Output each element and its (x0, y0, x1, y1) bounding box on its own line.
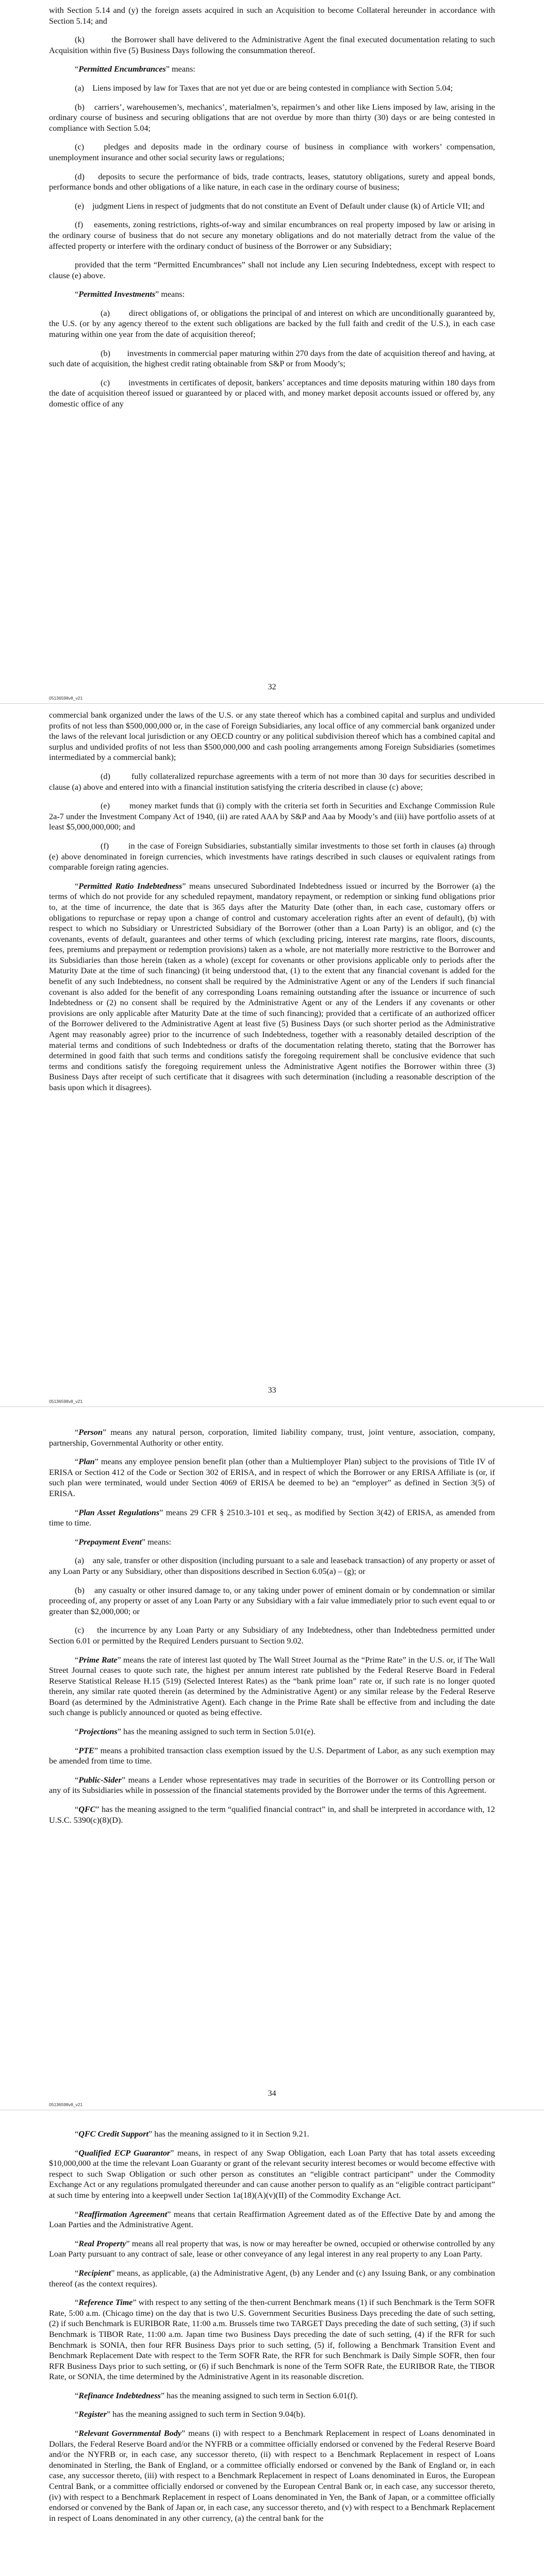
body-paragraph (49, 201, 495, 212)
defined-term: Permitted Ratio Indebtedness (78, 881, 183, 891)
body-paragraph (49, 841, 495, 873)
paragraph-text: with Section 5.14 and (y) the foreign assets acquired in such an Acquisition to become Collateral hereunder in accordance with Section 5.14; and (49, 6, 495, 26)
definition-paragraph: “Plan” means any employee pension benefit plan (other than a Multiemployer Plan) subject to the provisions of Title IV of ERISA or Section 412 of the Code or Section 302 of ERISA, and in respect of which the Borrower or any ERISA Affiliate is (or, if such plan were terminated, would under Section 4069 of ERISA be deemed to be) an “employer” as defined in Section 3(5) of ERISA. (49, 1457, 495, 1498)
defined-term: Refinance Indebtedness (78, 2391, 161, 2400)
body-paragraph (49, 1625, 495, 1646)
body-paragraph (49, 378, 495, 410)
definition-text: ” means any natural person, corporation, limited liability company, trust, joint venture, association, company, partnership, Governmental Authority or other entity. (49, 1428, 495, 1448)
defined-term: Permitted Investments (78, 290, 156, 299)
definition-paragraph: “Plan Asset Regulations” means 29 CFR § 2510.3-101 et seq., as modified by Section 3(42) of ERISA, as amended from time to time. (49, 1507, 495, 1528)
page-separator (0, 1406, 544, 1407)
paragraph-text: (k) the Borrower shall have delivered to the Administrative Agent the final executed documentation relating to such Acquisition within five (5) Business Days following the consummation thereof. (49, 35, 495, 55)
definition-paragraph: “Projections” has the meaning assigned to such term in Section 5.01(e). (75, 1727, 316, 1737)
body-paragraph (49, 83, 495, 94)
definition-text: ” means, as applicable, (a) the Administrative Agent, (b) any Lender and (c) any Issuing Bank, or any combination thereof (as the context requires). (49, 2268, 495, 2289)
defined-term: Prepayment Event (78, 1537, 142, 1547)
defined-term: Prime Rate (78, 1655, 118, 1665)
paragraph-text: provided that the term “Permitted Encumbrances” shall not include any Lien securing Indebtedness, except with respect to clause (e) above. (49, 260, 495, 280)
body-paragraph (49, 1585, 495, 1617)
page-number: 33 (268, 1386, 276, 1395)
definition-paragraph: “Permitted Ratio Indebtedness” means unsecured Subordinated Indebtedness issued or incurred by the Borrower (a) the terms of which do not provide for any scheduled repayment, mandatory repayment, or redemption or sinking fund obligations prior to, at the time of incurrence, the date that is 365 days after the Maturity Date (other than, in each case, customary offers or obligations to repurchase or repay upon a change of control and customary acceleration rights after an event of default), (b) with respect to which no Subsidiary or Unrestricted Subsidiary of the Borrower (other than a Loan Party) is an obligor, and (c) the covenants, events of default, guarantees and other terms of which (excluding pricing, interest rate margins, rate floors, discounts, fees, premiums and prepayment or redemption provisions) taken as a whole, are not materially more restrictive to the Borrower and its Subsidiaries than those herein (taken as a whole) (except for covenants or other provisions applicable only to periods after the Maturity Date at the time of such financing) (it being understood that, (1) to the extent that any financial covenant is added for the benefit of any such Indebtedness, no consent shall be required by the Administrative Agent or any of the Lenders if such financial covenant is also added for the benefit of any corresponding Loans remaining outstanding after the issuance or incurrence of such Indebtedness or (2) no consent shall be required by the Administrative Agent or any of the Lenders if any covenants or other provisions are only applicable after Maturity Date at the time of such financing); provided that a certificate of an authorized officer of the Borrower delivered to the Administrative Agent at least five (5) Business Days (or such shorter period as the Administrative Agent may reasonably agree) prior to the incurrence of such Indebtedness, together with a reasonably detailed description of the material terms and conditions of such Indebtedness or drafts of the documentation relating thereto, stating that the Borrower has determined in good faith that such terms and conditions satisfy the foregoing requirement shall be conclusive evidence that such terms and conditions satisfy the foregoing requirement unless the Administrative Agent notifies the Borrower within three (3) Business Days after receipt of such certificate that it disagrees with such determination (including a reasonable description of the basis upon which it disagrees). (49, 881, 496, 1092)
definition-text: ” has the meaning assigned to such term in Section 9.04(b). (107, 2410, 305, 2419)
definition-paragraph: “Qualified ECP Guarantor” means, in respect of any Swap Obligation, each Loan Party that has total assets exceeding $10,000,000 at the time the relevant Loan Guaranty or grant of the relevant security interest becomes or would become effective with respect to such Swap Obligation or such other person as constitutes an “eligible contract participant” under the Commodity Exchange Act or any regulations promulgated thereunder and can cause another person to qualify as an “eligible contract participant” at such time by entering into a keepwell under Section 1a(18)(A)(v)(II) of the Commodity Exchange Act. (49, 2148, 495, 2200)
definition-text: ” means the rate of interest last quoted by The Wall Street Journal as the “Prime Rate” in the U.S. or, if The Wall Street Journal ceases to quote such rate, the highest per annum interest rate published by the Federal Reserve Board in Federal Reserve Statistical Release H.15 (519) (Selected Interest Rates) as the “bank prime loan” rate or, if such rate is no longer quoted therein, any similar rate quoted therein (as determined by the Administrative Agent) or any similar release by the Federal Reserve Board (as determined by the Administrative Agent). Each change in the Prime Rate shall be effective from and including the date such change is publicly announced or quoted as being effective. (49, 1655, 495, 1718)
paragraph-text: (a) direct obligations of, or obligations the principal of and interest on which are unconditionally guaranteed by, the U.S. (or by any agency thereof to the extent such obligations are backed by the full faith and credit of the U.S.), in each case maturing within one year from the date of acquisition thereof; (49, 308, 495, 340)
definition-text: ” has the meaning assigned to the term “qualified financial contract” in, and shall be interpreted in accordance with, 12 U.S.C. 5390(c)(8)(D). (49, 1805, 495, 1825)
definition-text: ” means all real property that was, is now or may hereafter be owned, occupied or otherwise controlled by any Loan Party pursuant to any contract of sale, lease or other conveyance of any legal interest in any real property to any Loan Party. (49, 2239, 495, 2259)
paragraph-text: (c) pledges and deposits made in the ordinary course of business in compliance with workers’ compensation, unemployment insurance and other social security laws or regulations; (49, 142, 495, 162)
defined-term: Plan Asset Regulations (78, 1507, 160, 1517)
defined-term: Plan (78, 1457, 95, 1467)
defined-term: Relevant Governmental Body (78, 2429, 182, 2438)
definition-paragraph: “Relevant Governmental Body” means (i) with respect to a Benchmark Replacement in respect of Loans denominated in Dollars, the Federal Reserve Board and/or the NYFRB or a committee officially endorsed or convened by the Federal Reserve Board and/or the NYFRB or, in each case, any successor thereto, (ii) with respect to a Benchmark Replacement in respect of Loans denominated in Sterling, the Bank of England, or a committee officially endorsed or convened by the Bank of England or, in each case, any successor thereto, (iii) with respect to a Benchmark Replacement in respect of Loans denominated in Euros, the European Central Bank, or a committee officially endorsed or convened by the European Central Bank or, in each case, any successor thereto, (iv) with respect to a Benchmark Replacement in respect of Loans denominated in Yen, the Bank of Japan, or a committee officially endorsed or convened by the Bank of Japan or, in each case, any successor thereto, and (v) with respect to a Benchmark Replacement in respect of Loans denominated in any other currency, (a) the central bank for the (49, 2429, 495, 2523)
definition-paragraph: “Real Property” means all real property that was, is now or may hereafter be owned, occupied or otherwise controlled by any Loan Party pursuant to any contract of sale, lease or other conveyance of any legal interest in any real property to any Loan Party. (49, 2239, 495, 2259)
body-paragraph (49, 102, 495, 134)
definition-text: ” with respect to any setting of the then-current Benchmark means (1) if such Benchmark is the Term SOFR Rate, 5:00 a.m. (Chicago time) on the day that is two U.S. Government Securities Business Days preceding the date of such setting, (2) if such Benchmark is EURIBOR Rate, 11:00 a.m. Brussels time two TARGET Days preceding the date of such setting, (3) if such Benchmark is TIBOR Rate, 11:00 a.m. Japan time two Business Days preceding the date of such setting, (4) if the RFR for such Benchmark is SONIA, then four RFR Business Days prior to such setting, (5) if, following a Benchmark Transition Event and Benchmark Replacement Date with respect to the Term SOFR Rate, the RFR for such Benchmark is Daily Simple SOFR, then four RFR Business Days prior to such setting, or (6) if such Benchmark is none of the Term SOFR Rate, the EURIBOR Rate, the TIBOR Rate, or SONIA, the time determined by the Administrative Agent in its reasonable discretion. (49, 2298, 495, 2382)
document-page-34 (0, 1422, 544, 1834)
paragraph-text: (e) judgment Liens in respect of judgments that do not constitute an Event of Default under clause (k) of Article VII; and (75, 201, 485, 211)
body-paragraph (49, 5, 495, 26)
paragraph-text: (d) fully collateralized repurchase agreements with a term of not more than 30 days for securities described in clause (a) above and entered into with a financial institution satisfying the criteria described in clause (c) above; (49, 771, 495, 792)
body-paragraph (49, 771, 495, 792)
definition-paragraph: “Prepayment Event” means: (75, 1537, 172, 1547)
definition-paragraph: “PTE” means a prohibited transaction class exemption issued by the U.S. Department of Labor, as any such exemption may be amended from time to time. (49, 1745, 495, 1766)
defined-term: Qualified ECP Guarantor (78, 2148, 171, 2158)
definition-text: ” means: (155, 290, 185, 299)
document-id: 05136598v8_v21 (49, 1399, 83, 1404)
document-id: 05136598v8_v21 (49, 2102, 83, 2107)
defined-term: QFC (78, 1805, 96, 1815)
page-separator (0, 703, 544, 704)
definition-text: ” means unsecured Subordinated Indebtedness issued or incurred by the Borrower (a) the terms of which do not provide for any scheduled repayment, mandatory repayment, or redemption or sinking fund obligations prior to, at the time of incurrence, the date that is 365 days after the Maturity Date (other than, in each case, customary offers or obligations to repurchase or repay upon a change of control and customary acceleration rights after an event of default), (b) with respect to which no Subsidiary or Unrestricted Subsidiary of the Borrower (other than a Loan Party) is an obligor, and (c) the covenants, events of default, guarantees and other terms of which (excluding pricing, interest rate margins, rate floors, discounts, fees, premiums and prepayment or redemption provisions) taken as a whole, are not materially more restrictive to the Borrower and its Subsidiaries than those herein (taken as a whole) (except for covenants or other provisions applicable only to periods after the Maturity Date at the time of such financing) (it being understood that, (1) to the extent that any financial covenant is added for the benefit of any such Indebtedness, no consent shall be required by the Administrative Agent or any of the Lenders if such financial covenant is also added for the benefit of any corresponding Loans remaining outstanding after the issuance or incurrence of such Indebtedness or (2) no consent shall be required by the Administrative Agent or any of the Lenders if any covenants or other provisions are only applicable after Maturity Date at the time of such financing); provided that a certificate of an authorized officer of the Borrower delivered to the Administrative Agent at least five (5) Business Days (or such shorter period as the Administrative Agent may reasonably agree) prior to the incurrence of such Indebtedness, together with a reasonably detailed description of the material terms and conditions of such Indebtedness or drafts of the documentation relating thereto, stating that the Borrower has determined in good faith that such terms and conditions satisfy the foregoing requirement shall be conclusive evidence that such terms and conditions satisfy the foregoing requirement unless the Administrative Agent notifies the Borrower within three (3) Business Days after receipt of such certificate that it disagrees with such determination (including a reasonable description of the basis upon which it disagrees). (49, 881, 496, 1092)
definition-paragraph: “QFC” has the meaning assigned to the term “qualified financial contract” in, and shall be interpreted in accordance with, 12 U.S.C. 5390(c)(8)(D). (49, 1805, 495, 1825)
paragraph-text: (a) any sale, transfer or other disposition (including pursuant to a sale and leaseback transaction) of any property or asset of any Loan Party or any Subsidiary, other than dispositions described in Section 6.05(a) – (g); or (49, 1556, 495, 1576)
definition-text: ” means: (166, 64, 195, 74)
paragraph-text: (b) investments in commercial paper maturing within 270 days from the date of acquisition thereof and having, at such date of acquisition, the highest credit rating obtainable from S&P or from Moody’s; (49, 348, 495, 369)
defined-term: QFC Credit Support (78, 2129, 149, 2139)
page-number: 34 (268, 2089, 276, 2098)
defined-term: Recipient (78, 2268, 111, 2278)
document-page-32 (0, 0, 544, 418)
body-paragraph (49, 348, 495, 369)
defined-term: Reference Time (78, 2298, 133, 2308)
paragraph-text: (a) Liens imposed by law for Taxes that are not yet due or are being contested in compliance with Section 5.04; (75, 83, 453, 93)
body-paragraph (49, 801, 495, 833)
paragraph-text: (e) money market funds that (i) comply with the criteria set forth in Securities and Exchange Commission Rule 2a-7 under the Investment Company Act of 1940, (ii) are rated AAA by S&P and Aaa by Moody’s and (iii) have portfolio assets of at least $5,000,000,000; and (49, 801, 495, 832)
definition-paragraph: “Person” means any natural person, corporation, limited liability company, trust, joint venture, association, company, partnership, Governmental Authority or other entity. (49, 1428, 495, 1448)
body-paragraph (49, 172, 495, 193)
body-paragraph (49, 710, 495, 763)
definition-text: ” means, in respect of any Swap Obligation, each Loan Party that has total assets exceeding $10,000,000 at the time the relevant Loan Guaranty or grant of the relevant security interest becomes or would become effective with respect to such Swap Obligation or such other person as constitutes an “eligible contract participant” under the Commodity Exchange Act or any regulations promulgated thereunder and can cause another person to qualify as an “eligible contract participant” at such time by entering into a keepwell under Section 1a(18)(A)(v)(II) of the Commodity Exchange Act. (49, 2148, 495, 2200)
definition-text: ” means 29 CFR § 2510.3-101 et seq., as modified by Section 3(42) of ERISA, as amended from time to time. (49, 1507, 495, 1528)
defined-term: Public-Sider (78, 1775, 122, 1785)
definition-text: ” has the meaning assigned to such term in Section 5.01(e). (117, 1727, 316, 1737)
body-paragraph (49, 35, 495, 56)
definition-text: ” has the meaning assigned to such term in Section 6.01(f). (160, 2391, 358, 2400)
definition-paragraph: “Permitted Encumbrances” means: (75, 64, 195, 74)
body-paragraph (49, 219, 495, 251)
paragraph-text: (b) carriers’, warehousemen’s, mechanics’, materialmen’s, repairmen’s and other like Liens imposed by law, arising in the ordinary course of business and securing obligations that are not overdue by more than thirty (30) days or are being contested in compliance with Section 5.04; (49, 102, 495, 133)
page-body (49, 5, 495, 410)
paragraph-text: (d) deposits to secure the performance of bids, trade contracts, leases, statutory obligations, surety and appeal bonds, performance bonds and other obligations of a like nature, in each case in the ordinary course of business; (49, 172, 495, 192)
definition-text: ” means any employee pension benefit plan (other than a Multiemployer Plan) subject to the provisions of Title IV of ERISA or Section 412 of the Code or Section 302 of ERISA, and in respect of which the Borrower or any ERISA Affiliate is (or, if such plan were terminated, would under Section 4069 of ERISA be deemed to be) an “employer” as defined in Section 3(5) of ERISA. (49, 1457, 495, 1498)
definition-paragraph: “Permitted Investments” means: (75, 290, 185, 299)
document-page-33 (0, 705, 544, 1101)
body-paragraph (49, 142, 495, 163)
body-paragraph (49, 1555, 495, 1577)
definition-paragraph: “Recipient” means, as applicable, (a) the Administrative Agent, (b) any Lender and (c) any Issuing Bank, or any combination thereof (as the context requires). (49, 2268, 495, 2289)
defined-term: Person (78, 1428, 103, 1437)
page-body (49, 2129, 495, 2523)
page-body (49, 710, 495, 1093)
definition-paragraph: “Prime Rate” means the rate of interest last quoted by The Wall Street Journal as the “Prime Rate” in the U.S. or, if The Wall Street Journal ceases to quote such rate, the highest per annum interest rate published by the Federal Reserve Board in Federal Reserve Statistical Release H.15 (519) (Selected Interest Rates) as the “bank prime loan” rate or, if such rate is no longer quoted therein, any similar rate quoted therein (as determined by the Administrative Agent) or any similar release by the Federal Reserve Board (as determined by the Administrative Agent). Each change in the Prime Rate shall be effective from and including the date such change is publicly announced or quoted as being effective. (49, 1655, 495, 1718)
defined-term: Projections (78, 1727, 118, 1737)
definition-paragraph: “Register” has the meaning assigned to such term in Section 9.04(b). (75, 2410, 305, 2419)
definition-text: ” has the meaning assigned to it in Section 9.21. (149, 2129, 309, 2139)
body-paragraph (49, 308, 495, 340)
body-paragraph (49, 260, 495, 281)
paragraph-text: (b) any casualty or other insured damage to, or any taking under power of eminent domain or by condemnation or similar proceeding of, any property or asset of any Loan Party or any Subsidiary with a fair value immediately prior to such event equal to or greater than $2,000,000; or (49, 1585, 495, 1616)
page-number: 32 (268, 683, 276, 691)
document-page-35 (0, 2124, 544, 2532)
definition-text: ” means: (141, 1537, 172, 1547)
paragraph-text: (f) easements, zoning restrictions, rights-of-way and similar encumbrances on real property imposed by law or arising in the ordinary course of business that do not secure any monetary obligations and do not materially detract from the value of the affected property or interfere with the ordinary conduct of business of the Borrower or any Subsidiary; (49, 220, 495, 251)
definition-paragraph: “Public-Sider” means a Lender whose representatives may trade in securities of the Borrower or its Controlling person or any of its Subsidiaries while in possession of the financial statements provided by the Borrower under the terms of this Agreement. (49, 1775, 495, 1795)
paragraph-text: (c) the incurrence by any Loan Party or any Subsidiary of any Indebtedness, other than Indebtedness permitted under Section 6.01 or permitted by the Required Lenders pursuant to Section 9.02. (49, 1625, 495, 1646)
defined-term: PTE (78, 1745, 94, 1755)
definition-paragraph: “Reference Time” with respect to any setting of the then-current Benchmark means (1) if such Benchmark is the Term SOFR Rate, 5:00 a.m. (Chicago time) on the day that is two U.S. Government Securities Business Days preceding the date of such setting, (2) if such Benchmark is EURIBOR Rate, 11:00 a.m. Brussels time two TARGET Days preceding the date of such setting, (3) if such Benchmark is TIBOR Rate, 11:00 a.m. Japan time two Business Days preceding the date of such setting, (4) if the RFR for such Benchmark is SONIA, then four RFR Business Days prior to such setting, (5) if, following a Benchmark Transition Event and Benchmark Replacement Date with respect to the Term SOFR Rate, the RFR for such Benchmark is Daily Simple SOFR, then four RFR Business Days prior to such setting, or (6) if such Benchmark is none of the Term SOFR Rate, the EURIBOR Rate, the TIBOR Rate, or SONIA, the time determined by the Administrative Agent in its reasonable discretion. (49, 2298, 495, 2382)
definition-text: ” means a Lender whose representatives may trade in securities of the Borrower or its Controlling person or any of its Subsidiaries while in possession of the financial statements provided by the Borrower under the terms of this Agreement. (49, 1775, 495, 1795)
paragraph-text: (c) investments in certificates of deposit, bankers’ acceptances and time deposits maturing within 180 days from the date of acquisition thereof issued or guaranteed by or placed with, and money market deposit accounts issued or offered by, any domestic office of any (49, 378, 495, 409)
paragraph-text: (f) in the case of Foreign Subsidiaries, substantially similar investments to those set forth in clauses (a) through (e) above denominated in foreign currencies, which investments have ratings described in such clauses or equivalent ratings from comparable foreign rating agencies. (49, 841, 495, 872)
definition-text: ” means a prohibited transaction class exemption issued by the U.S. Department of Labor, as any such exemption may be amended from time to time. (49, 1745, 495, 1766)
definition-text: ” means (i) with respect to a Benchmark Replacement in respect of Loans denominated in Dollars, the Federal Reserve Board and/or the NYFRB or a committee officially endorsed or convened by the Federal Reserve Board and/or the NYFRB or, in each case, any successor thereto, (ii) with respect to a Benchmark Replacement in respect of Loans denominated in Sterling, the Bank of England, or a committee officially endorsed or convened by the Bank of England or, in each case, any successor thereto, (iii) with respect to a Benchmark Replacement in respect of Loans denominated in Euros, the European Central Bank, or a committee officially endorsed or convened by the European Central Bank or, in each case, any successor thereto, (iv) with respect to a Benchmark Replacement in respect of Loans denominated in Yen, the Bank of Japan, or a committee officially endorsed or convened by the Bank of Japan or, in each case, any successor thereto, and (v) with respect to a Benchmark Replacement in respect of Loans denominated in any other currency, (a) the central bank for the (49, 2429, 495, 2523)
definition-paragraph: “Refinance Indebtedness” has the meaning assigned to such term in Section 6.01(f). (75, 2391, 358, 2400)
defined-term: Reaffirmation Agreement (78, 2209, 168, 2219)
defined-term: Real Property (78, 2239, 126, 2248)
defined-term: Register (78, 2410, 107, 2419)
definition-text: ” means that certain Reaffirmation Agreement dated as of the Effective Date by and among the Loan Parties and the Administrative Agent. (49, 2209, 495, 2230)
paragraph-text: commercial bank organized under the laws of the U.S. or any state thereof which has a combined capital and surplus and undivided profits of not less than $500,000,000 or, in the case of Foreign Subsidiaries, any local office of any commercial bank organized under the laws of the relevant local jurisdiction or any OECD country or any political subdivision thereof which has a combined capital and surplus and undivided profits of not less than $500,000,000 and cash pooling arrangements among Foreign Subsidiaries (sometimes intermediated by a commercial bank); (49, 710, 495, 762)
page-body (49, 1427, 495, 1825)
document-id: 05136598v8_v21 (49, 696, 83, 701)
definition-paragraph: “QFC Credit Support” has the meaning assigned to it in Section 9.21. (75, 2129, 309, 2139)
definition-paragraph: “Reaffirmation Agreement” means that certain Reaffirmation Agreement dated as of the Effective Date by and among the Loan Parties and the Administrative Agent. (49, 2209, 495, 2230)
defined-term: Permitted Encumbrances (78, 64, 166, 74)
